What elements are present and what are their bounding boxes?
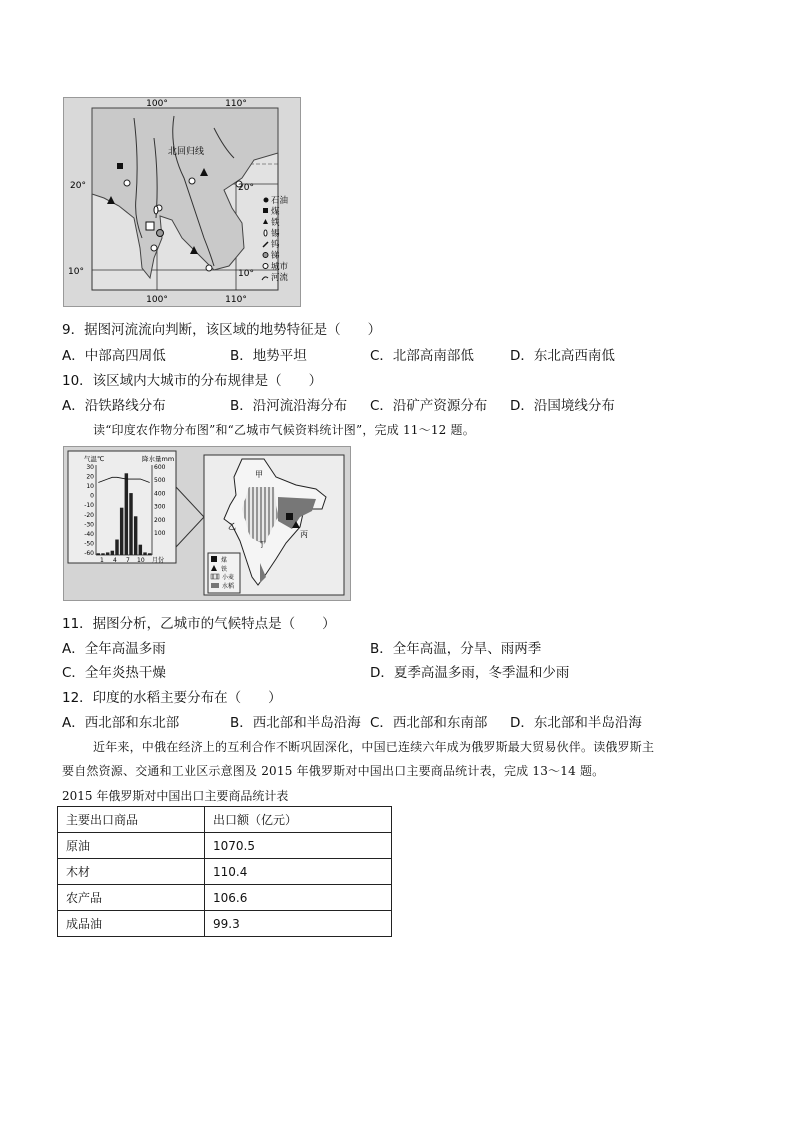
table-cell: 99.3 xyxy=(205,911,392,937)
antimony-legend-icon xyxy=(263,253,268,258)
intro-13-14-line2: 要自然资源、交通和工业区示意图及 2015 年俄罗斯对中国出口主要商品统计表，完成 13～14 题。 xyxy=(62,764,605,778)
x-tick: 4 xyxy=(113,557,117,564)
city-label: 丁 xyxy=(258,540,266,549)
q9-option-d[interactable]: D．东北高西南低 xyxy=(510,348,615,364)
lon-label-top: 110° xyxy=(225,99,247,109)
lat-label-right: 10° xyxy=(238,269,254,279)
left-tick-label: 20 xyxy=(86,473,94,481)
tungsten-icon xyxy=(157,230,164,237)
precipitation-bar xyxy=(143,552,146,555)
tin-legend-icon xyxy=(264,230,267,236)
city-legend-icon xyxy=(263,264,268,269)
precipitation-bar xyxy=(125,473,128,555)
q12-stem: 12．印度的水稻主要分布在（ ） xyxy=(62,690,282,706)
precipitation-bar xyxy=(139,545,142,555)
left-tick-label: -60 xyxy=(84,550,94,557)
legend-label: 铁 xyxy=(221,566,228,573)
tin-icon xyxy=(154,206,158,214)
q9-stem: 9．据图河流流向判断，该区域的地势特征是（ ） xyxy=(62,322,382,338)
table-cell: 106.6 xyxy=(205,885,392,911)
coal-legend-icon xyxy=(263,208,268,213)
left-tick-label: 30 xyxy=(86,464,94,471)
legend-label: 城市 xyxy=(271,262,289,272)
city-label: 丙 xyxy=(300,530,308,539)
table-header: 主要出口商品 xyxy=(58,807,205,833)
precipitation-bar xyxy=(129,493,132,555)
x-tick: 1 xyxy=(100,557,104,564)
q12-option-d[interactable]: D．东北部和半岛沿海 xyxy=(510,715,642,731)
coal-icon xyxy=(117,163,123,169)
tropic-label: 北回归线 xyxy=(168,147,205,157)
q10-stem: 10．该区域内大城市的分布规律是（ ） xyxy=(62,373,323,389)
q10-option-c[interactable]: C．沿矿产资源分布 xyxy=(370,398,488,414)
q11-option-a[interactable]: A．全年高温多雨 xyxy=(62,641,166,657)
legend-label: 煤 xyxy=(271,207,280,217)
legend-label: 石油 xyxy=(271,196,289,206)
city-icon xyxy=(189,178,195,184)
rice-legend-icon xyxy=(211,583,219,588)
left-tick-label: 0 xyxy=(90,492,94,500)
table-row xyxy=(58,859,392,885)
precipitation-bar xyxy=(111,551,114,555)
right-tick-label: 300 xyxy=(154,503,166,511)
precipitation-bar xyxy=(134,516,137,555)
q12-option-c[interactable]: C．西北部和东南部 xyxy=(370,715,488,731)
legend-label: 锡 xyxy=(271,229,280,239)
lon-label-top: 100° xyxy=(146,99,168,109)
map2-legend xyxy=(208,553,240,593)
q10-option-d[interactable]: D．沿国境线分布 xyxy=(510,398,615,414)
table-cell: 110.4 xyxy=(205,859,392,885)
x-unit: 月份 xyxy=(152,557,165,564)
table-cell: 成品油 xyxy=(58,911,205,937)
precipitation-bar xyxy=(106,552,109,555)
coal-icon xyxy=(286,513,293,520)
indochina-map-figure xyxy=(63,97,301,307)
lon-label-bottom: 100° xyxy=(146,295,168,305)
indochina-map xyxy=(64,98,300,306)
legend-label: 钨 xyxy=(271,240,280,250)
precipitation-bar xyxy=(101,553,104,555)
legend-label: 锑 xyxy=(271,251,280,261)
right-tick-label: 500 xyxy=(154,477,166,485)
city-label: 乙 xyxy=(228,522,236,531)
intro-13-14-line1: 近年来，中俄在经济上的互利合作不断巩固深化，中国已连续六年成为俄罗斯最大贸易伙伴。读俄罗斯主 xyxy=(93,740,655,754)
india-map-figure xyxy=(63,446,351,601)
city-icon xyxy=(124,180,130,186)
right-tick-label: 200 xyxy=(154,516,166,524)
left-axis-title: 气温℃ xyxy=(84,455,105,463)
q12-option-b[interactable]: B．西北部和半岛沿海 xyxy=(230,715,361,731)
left-tick-label: -30 xyxy=(84,521,94,529)
table-row xyxy=(58,911,392,937)
lon-label-bottom: 110° xyxy=(225,295,247,305)
export-table xyxy=(57,806,392,937)
table-cell: 1070.5 xyxy=(205,833,392,859)
left-tick-label: -10 xyxy=(84,502,94,510)
left-tick-label: 10 xyxy=(86,483,94,491)
q10-option-b[interactable]: B．沿河流沿海分布 xyxy=(230,398,348,414)
table-header: 出口额（亿元） xyxy=(205,807,392,833)
precipitation-bar xyxy=(115,540,118,555)
table-row xyxy=(58,885,392,911)
lat-label-right: 20° xyxy=(238,183,254,193)
table-title: 2015 年俄罗斯对中国出口主要商品统计表 xyxy=(62,789,289,803)
right-axis-title: 降水量mm xyxy=(142,455,175,463)
oil-legend-icon xyxy=(264,198,269,203)
legend-label: 河流 xyxy=(271,273,289,283)
q10-option-a[interactable]: A．沿铁路线分布 xyxy=(62,398,166,414)
india-figure xyxy=(64,447,350,600)
lat-label-left: 20° xyxy=(70,181,86,191)
table-cell: 木材 xyxy=(58,859,205,885)
precipitation-bar xyxy=(97,553,100,555)
left-tick-label: -20 xyxy=(84,511,94,519)
table-row xyxy=(58,833,392,859)
city-icon xyxy=(206,265,212,271)
wheat-legend-icon xyxy=(211,574,219,579)
intro-11-12: 读“印度农作物分布图”和“乙城市气候资料统计图”，完成 11～12 题。 xyxy=(93,423,475,437)
table-header-row xyxy=(58,807,392,833)
coal-legend-icon xyxy=(211,556,217,562)
x-tick: 10 xyxy=(137,557,145,564)
x-tick: 7 xyxy=(126,557,130,564)
precipitation-bar xyxy=(120,508,123,555)
legend-label: 铁 xyxy=(271,218,280,228)
right-tick-label: 100 xyxy=(154,530,166,537)
q11-option-c[interactable]: C．全年炎热干燥 xyxy=(62,665,166,681)
left-tick-label: -40 xyxy=(84,530,94,538)
q11-option-d[interactable]: D．夏季高温多雨，冬季温和少雨 xyxy=(370,665,570,681)
right-tick-label: 400 xyxy=(154,490,166,498)
table-cell: 原油 xyxy=(58,833,205,859)
city-label: 甲 xyxy=(255,470,263,479)
city-icon xyxy=(151,245,157,251)
legend-label: 水稻 xyxy=(222,583,235,590)
lat-label-left: 10° xyxy=(68,267,84,277)
q11-option-b[interactable]: B．全年高温，分旱、雨两季 xyxy=(370,641,542,657)
q9-option-a[interactable]: A．中部高四周低 xyxy=(62,348,166,364)
antimony-icon xyxy=(146,222,154,230)
q9-option-b[interactable]: B．地势平坦 xyxy=(230,348,307,364)
table-cell: 农产品 xyxy=(58,885,205,911)
q12-option-a[interactable]: A．西北部和东北部 xyxy=(62,715,180,731)
callout-pointer xyxy=(176,487,204,547)
q9-option-c[interactable]: C．北部高南部低 xyxy=(370,348,474,364)
precipitation-bar xyxy=(148,553,151,555)
right-tick-label: 600 xyxy=(154,464,166,471)
legend-label: 煤 xyxy=(221,557,228,564)
legend-label: 小麦 xyxy=(222,574,235,581)
q11-stem: 11．据图分析，乙城市的气候特点是（ ） xyxy=(62,616,336,632)
left-tick-label: -50 xyxy=(84,540,94,548)
